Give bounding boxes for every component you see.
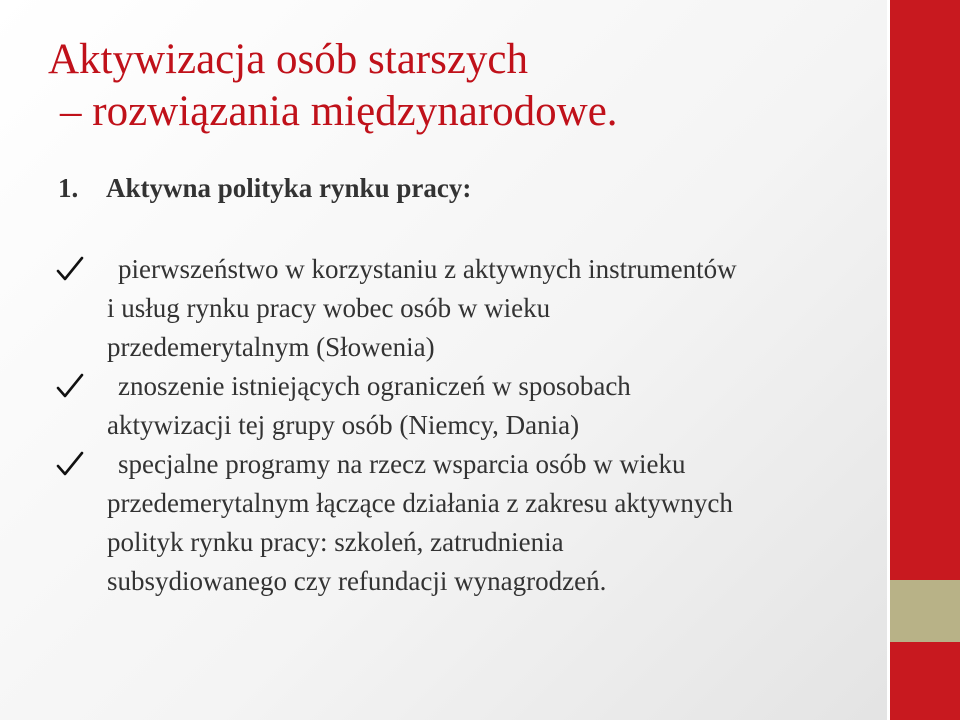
check-icon [55,367,85,406]
check-icon [55,250,85,289]
slide-title [48,34,848,138]
list-item-line: przedemerytalnym łączące działania z zakresu aktywnych [107,488,733,518]
list-item-line: znoszenie istniejących ograniczeń w sposobach [118,371,631,401]
side-band [890,0,960,720]
side-band-accent [890,580,960,642]
list-item-line: specjalne programy na rzecz wsparcia osób w wieku [118,449,686,479]
check-icon [55,445,85,484]
section-heading [58,173,471,204]
slide-title-line-1: Aktywizacja osób starszych [48,36,529,83]
list-item-text [107,367,855,445]
slide-title-line-2: – rozwiązania międzynarodowe. [60,88,618,135]
section-heading-text: Aktywna polityka rynku pracy: [106,173,472,203]
list-item-line: pierwszeństwo w korzystaniu z aktywnych instrumentów [118,254,737,284]
list-item-line: i usług rynku pracy wobec osób w wieku [107,293,551,323]
list-item-line: subsydiowanego czy refundacji wynagrodzeń. [107,566,607,596]
bullet-list [55,250,855,601]
list-item-line: aktywizacji tej grupy osób (Niemcy, Dania) [107,410,580,440]
list-item-line: polityk rynku pracy: szkoleń, zatrudnienia [107,527,564,557]
list-item [55,367,855,445]
list-item-line: przedemerytalnym (Słowenia) [107,332,435,362]
list-item-text [107,250,855,367]
side-band-top [890,0,960,580]
list-item [55,250,855,367]
section-number: 1. [58,173,79,203]
side-band-bottom [890,642,960,720]
list-item [55,445,855,601]
list-item-text [107,445,855,601]
